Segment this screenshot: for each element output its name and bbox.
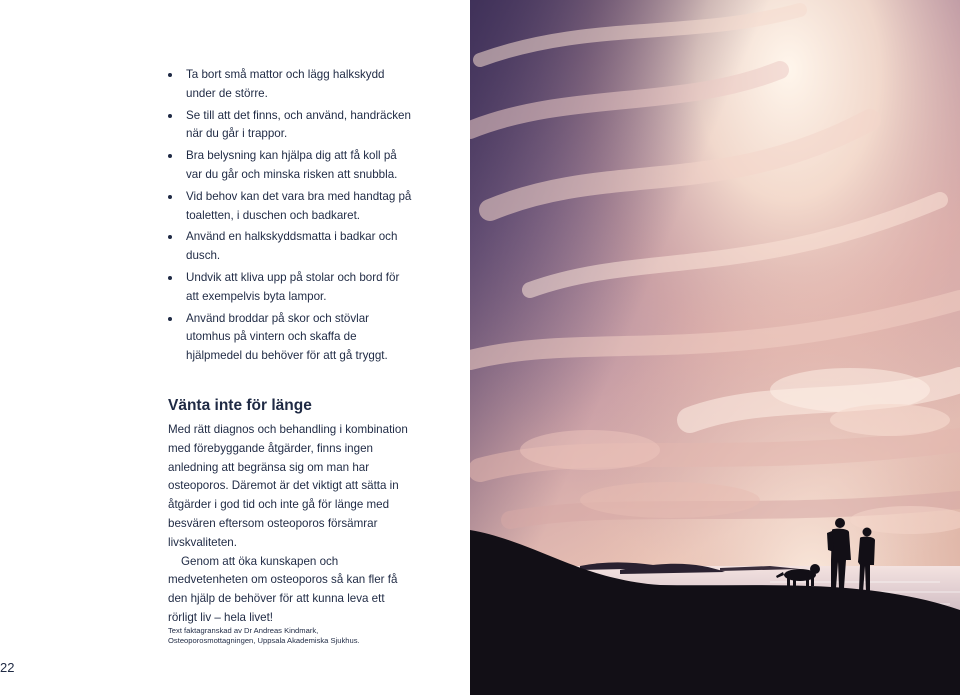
list-item-text: Undvik att kliva upp på stolar och bord för att exempelvis byta lampor. xyxy=(186,270,400,303)
page-number: 22 xyxy=(0,660,15,675)
fact-check-credit xyxy=(168,626,428,647)
bullet-icon xyxy=(168,73,172,77)
list-item-text: Använd en halkskyddsmatta i badkar och dusch. xyxy=(186,230,398,263)
section-heading: Vänta inte för länge xyxy=(168,397,312,414)
list-item-text: Bra belysning kan hjälpa dig att få koll på var du går och minska risken att snubbla. xyxy=(186,149,398,181)
text-page xyxy=(0,0,470,695)
list-item-text: Se till att det finns, och använd, handräcken när du går i trappor. xyxy=(186,108,411,141)
list-item xyxy=(168,107,413,145)
safety-tips-list xyxy=(168,66,413,369)
bullet-icon xyxy=(168,317,172,321)
list-item xyxy=(168,188,413,226)
bullet-icon xyxy=(168,276,172,280)
bullet-icon xyxy=(168,235,172,239)
bullet-icon xyxy=(168,195,172,199)
credit-line: Osteoporosmottagningen, Uppsala Akademiska Sjukhus. xyxy=(168,636,360,646)
sunset-photo xyxy=(470,0,960,695)
paragraph: Med rätt diagnos och behandling i kombination med förebyggande åtgärder, finns ingen anledning att begränsa sig om man har osteoporos. Däremot är det viktigt att sätta in åtgärder i god tid och inte gå för länge med besvären eftersom osteoporos försämrar livskvaliteten. xyxy=(168,423,408,549)
list-item xyxy=(168,147,413,185)
bullet-icon xyxy=(168,154,172,158)
list-item xyxy=(168,310,413,366)
credit-line: Text faktagranskad av Dr Andreas Kindmark, xyxy=(168,626,319,635)
bullet-icon xyxy=(168,114,172,118)
list-item xyxy=(168,66,413,104)
sunset-silhouette-image xyxy=(470,0,960,695)
list-item-text: Ta bort små mattor och lägg halkskydd under de större. xyxy=(186,68,385,100)
list-item xyxy=(168,269,413,307)
list-item-text: Använd broddar på skor och stövlar utomhus på vintern och skaffa de hjälpmedel du behöver för att gå tryggt. xyxy=(186,311,388,363)
paragraph: Genom att öka kunskapen och medvetenheten om osteoporos så kan fler få den hjälp de behöver för att kunna leva ett rörligt liv – hela livet! xyxy=(168,554,398,624)
list-item xyxy=(168,228,413,266)
section-body xyxy=(168,421,408,628)
list-item-text: Vid behov kan det vara bra med handtag på toaletten, i duschen och badkaret. xyxy=(186,189,412,222)
